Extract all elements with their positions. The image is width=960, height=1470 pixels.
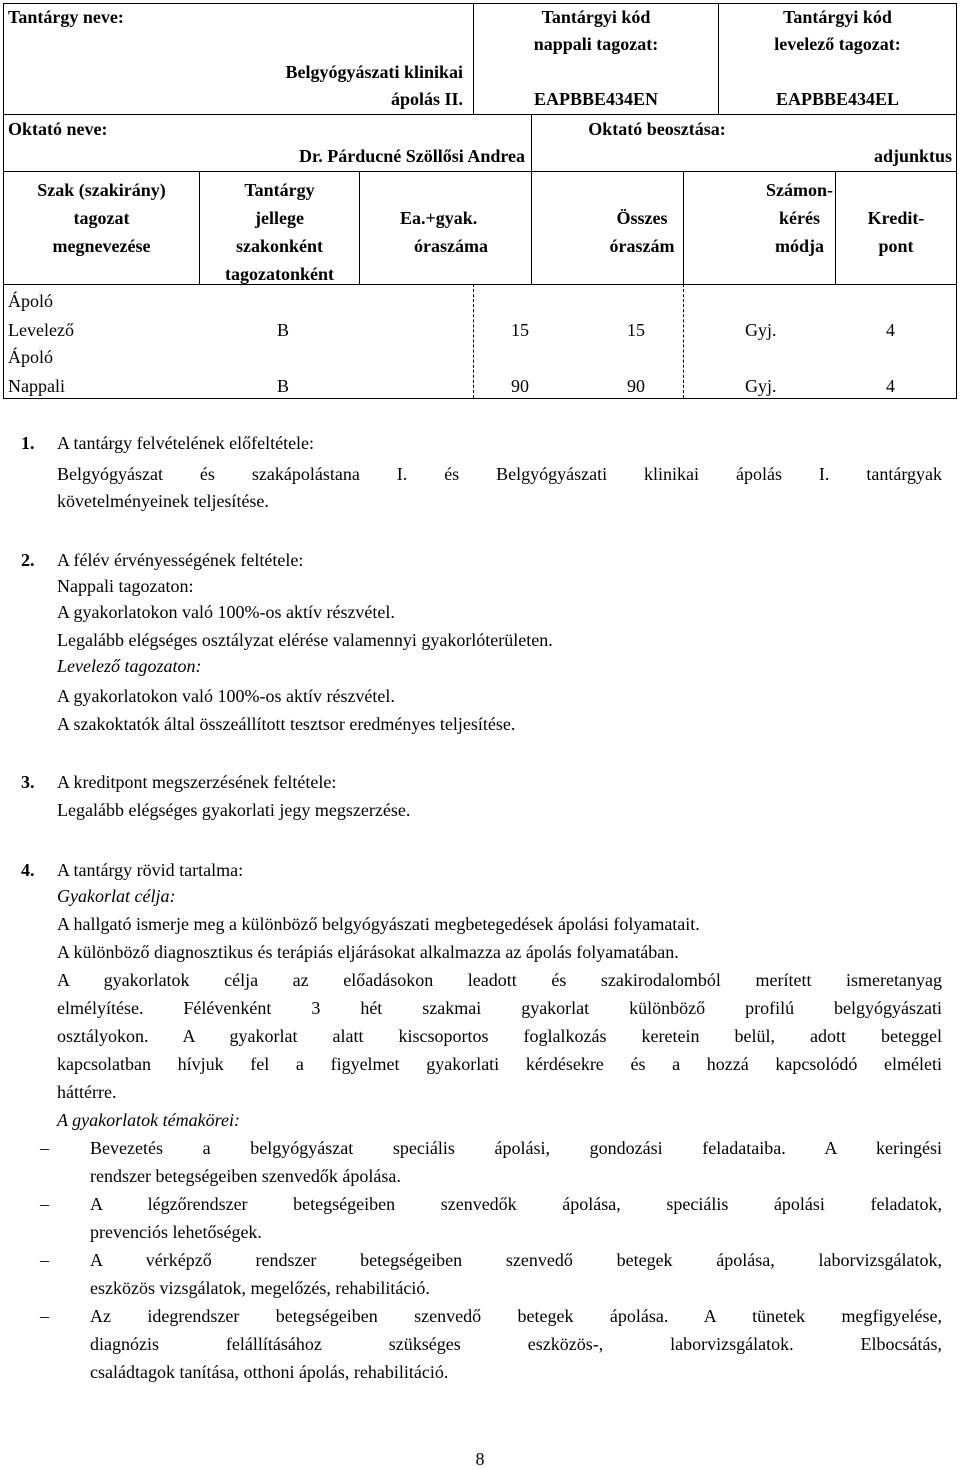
section-text: követelményeinek teljesítése. bbox=[57, 491, 269, 511]
row-total: 15 bbox=[627, 320, 645, 340]
section-text: A hallgató ismerje meg a különböző belgyógyászati megbetegedések ápolási folyamatait. bbox=[57, 914, 700, 934]
section-text: elmélyítése. Félévenként 3 hét szakmai gyakorlat különböző profilú belgyógyászati bbox=[57, 998, 942, 1018]
section-text: háttérre. bbox=[57, 1082, 117, 1102]
topic-text: Bevezetés a belgyógyászat speciális ápolási, gondozási feladataiba. A keringési bbox=[90, 1138, 942, 1158]
section-text: kapcsolatban hívjuk fel a figyelmet gyakorlati kérdésekre és a hozzá kapcsolódó elméleti bbox=[57, 1054, 942, 1074]
row-credit: 4 bbox=[886, 376, 895, 396]
topic-text: családtagok tanítása, otthoni ápolás, rehabilitáció. bbox=[90, 1362, 449, 1382]
topic-text: eszközös vizsgálatok, megelőzés, rehabilitáció. bbox=[90, 1278, 430, 1298]
section-title: A kreditpont megszerzésének feltétele: bbox=[57, 772, 337, 792]
row-name2: Nappali bbox=[8, 376, 65, 396]
col-program: Szak (szakirány) tagozat megnevezése bbox=[37, 180, 166, 256]
section-text: Legalább elégséges osztályzat elérése valamennyi gyakorlóterületen. bbox=[57, 630, 553, 650]
row-hours: 90 bbox=[511, 376, 529, 396]
code-day-value: EAPBBE434EN bbox=[533, 89, 659, 109]
subject-label: Tantárgy neve: bbox=[8, 7, 124, 27]
dash-bullet: – bbox=[40, 1138, 49, 1158]
section-title: A félév érvényességének feltétele: bbox=[57, 550, 304, 570]
row-name1: Ápoló bbox=[8, 291, 53, 311]
col-total: Összes óraszám bbox=[609, 208, 675, 256]
section-text: Legalább elégséges gyakorlati jegy megszerzése. bbox=[57, 800, 411, 820]
topic-text: diagnózis felállításához szükséges eszközös-, laborvizsgálatok. Elbocsátás, bbox=[90, 1334, 942, 1354]
row-exam: Gyj. bbox=[745, 320, 777, 340]
col-credit: Kredit- pont bbox=[867, 208, 925, 256]
subject-name-line1: Belgyógyászati klinikai bbox=[285, 62, 463, 82]
teacher-name: Dr. Párducné Szöllősi Andrea bbox=[298, 146, 525, 166]
section-number: 1. bbox=[21, 433, 35, 453]
row-type: B bbox=[277, 320, 290, 340]
section-text: A különböző diagnosztikus és terápiás eljárásokat alkalmazza az ápolás folyamatában. bbox=[57, 942, 679, 962]
topic-text: A vérképző rendszer betegségeiben szenvedő betegek ápolása, laborvizsgálatok, bbox=[90, 1250, 942, 1270]
section-text: A gyakorlatok célja az előadásokon leadott és szakirodalomból merített ismeretanyag bbox=[57, 970, 942, 990]
page-number: 8 bbox=[475, 1449, 485, 1469]
row-credit: 4 bbox=[886, 320, 895, 340]
teacher-label: Oktató neve: bbox=[8, 119, 108, 139]
section-number: 2. bbox=[21, 550, 35, 570]
section-number: 3. bbox=[21, 772, 35, 792]
section-text: A gyakorlatokon való 100%-os aktív részvétel. bbox=[57, 686, 395, 706]
row-type: B bbox=[277, 376, 290, 396]
section-text: Belgyógyászat és szakápolástana I. és Belgyógyászati klinikai ápolás I. tantárgyak bbox=[57, 464, 942, 484]
section-text: A gyakorlatokon való 100%-os aktív részvétel. bbox=[57, 602, 395, 622]
topic-text: A légzőrendszer betegségeiben szenvedők ápolása, speciális ápolási feladatok, bbox=[90, 1194, 942, 1214]
code-corr-label: Tantárgyi kód levelező tagozat: bbox=[774, 7, 901, 54]
col-hours: Ea.+gyak. óraszáma bbox=[400, 208, 488, 256]
row-name2: Levelező bbox=[8, 320, 74, 340]
dash-bullet: – bbox=[40, 1250, 49, 1270]
code-day-label: Tantárgyi kód nappali tagozat: bbox=[533, 7, 659, 54]
row-total: 90 bbox=[627, 376, 645, 396]
subheading-goal: Gyakorlat célja: bbox=[57, 886, 176, 906]
row-exam: Gyj. bbox=[745, 376, 777, 396]
dash-bullet: – bbox=[40, 1306, 49, 1326]
topic-text: rendszer betegségeiben szenvedők ápolása. bbox=[90, 1166, 401, 1186]
row-hours: 15 bbox=[511, 320, 529, 340]
code-corr-value: EAPBBE434EL bbox=[775, 89, 900, 109]
section-title: A tantárgy felvételének előfeltétele: bbox=[57, 433, 315, 453]
position-label: Oktató beosztása: bbox=[588, 119, 726, 139]
row-name1: Ápoló bbox=[8, 347, 53, 367]
dash-bullet: – bbox=[40, 1194, 49, 1214]
section-text: osztályokon. A gyakorlat alatt kiscsoportos foglalkozás keretein belül, adott beteggel bbox=[57, 1026, 942, 1046]
section-text: A szakoktatók által összeállított tesztsor eredményes teljesítése. bbox=[57, 714, 516, 734]
topic-text: prevenciós lehetőségek. bbox=[90, 1222, 262, 1242]
topic-text: Az idegrendszer betegségeiben szenvedő betegek ápolása. A tünetek megfigyelése, bbox=[90, 1306, 942, 1326]
subheading-corr: Levelező tagozaton: bbox=[57, 656, 202, 676]
subject-name-line2: ápolás II. bbox=[390, 89, 463, 109]
col-type: Tantárgy jellege szakonként tagozatonként bbox=[225, 180, 334, 284]
subheading-topics: A gyakorlatok témakörei: bbox=[57, 1110, 240, 1130]
col-exam: Számon- kérés módja bbox=[766, 180, 833, 256]
subheading-day: Nappali tagozaton: bbox=[57, 576, 194, 596]
position-value: adjunktus bbox=[873, 146, 952, 166]
section-title: A tantárgy rövid tartalma: bbox=[57, 860, 244, 880]
section-number: 4. bbox=[21, 860, 35, 880]
